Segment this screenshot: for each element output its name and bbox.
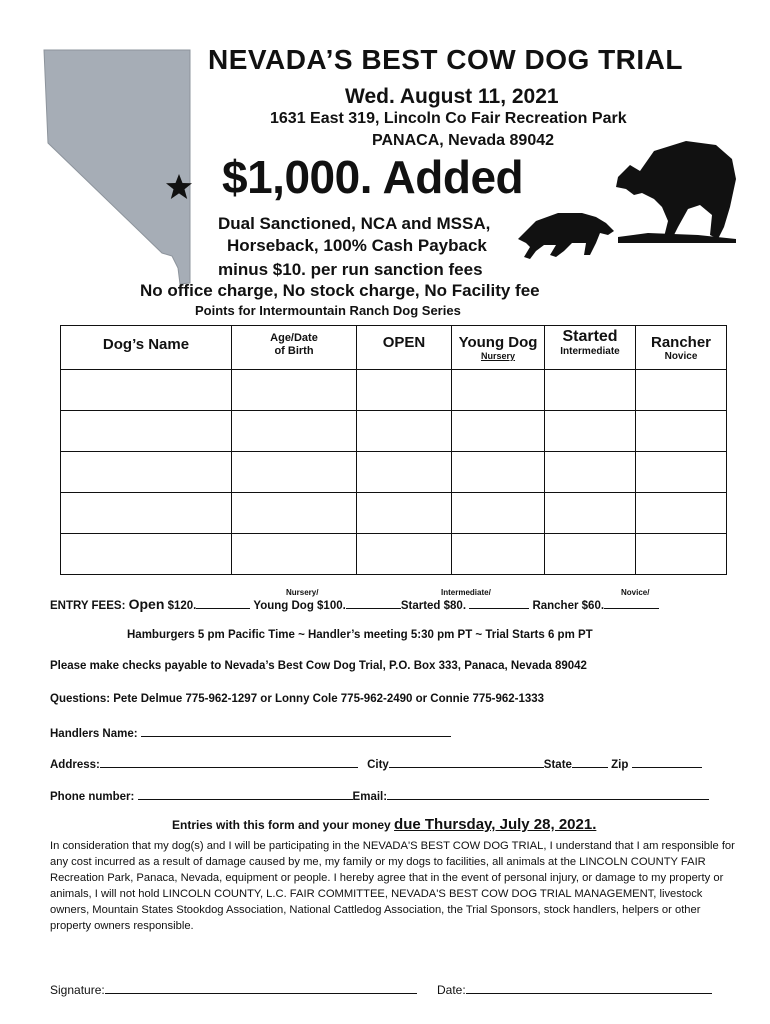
- signature-row: [50, 980, 417, 997]
- sanction-line3: minus $10. per run sanction fees: [218, 260, 483, 279]
- table-row: [61, 452, 727, 493]
- cell-rancher[interactable]: [636, 452, 727, 493]
- cell-age[interactable]: [232, 452, 357, 493]
- col-header-rancher: Rancher Novice: [636, 326, 727, 370]
- fee-nursery-top: Nursery/: [286, 588, 319, 597]
- liability-waiver-text: In consideration that my dog(s) and I will be participating in the NEVADA'S BEST COW DOG TRIAL, I understand that I am responsible for any cost incurred as a result of damage caused by me, my family or my dogs to facilities, all animals at the LINCOLN COUNTY FAIR Recreation Park, Panaca, Nevada, equipment or people. I hereby agree that in the event of personal injury, or damage to my property or animals, I will not hold LINCOLN COUNTY, L.C. FAIR COMMITTEE, NEVADA'S BEST COW DOG TRIAL MANAGEMENT, livestock owners, Mountain States Stookdog Association, National Cattledog Association, the Trial Sponsors, stock handlers, helpers or other property owners responsible.: [50, 840, 735, 932]
- cell-open[interactable]: [357, 534, 452, 575]
- event-date: Wed. August 11, 2021: [345, 85, 559, 108]
- phone-label: Phone number:: [50, 791, 135, 803]
- star-icon: [164, 172, 194, 202]
- fee-young-blank[interactable]: [346, 608, 401, 609]
- cell-rancher[interactable]: [636, 370, 727, 411]
- city-label: City: [367, 759, 389, 771]
- address-label: Address:: [50, 759, 100, 771]
- cell-dog-name[interactable]: [61, 534, 232, 575]
- nevada-map-icon: [40, 48, 200, 288]
- fee-novice-top: Novice/: [621, 588, 650, 597]
- email-label: Email:: [352, 791, 388, 803]
- address-field[interactable]: [100, 756, 358, 768]
- zip-label: Zip: [611, 759, 629, 771]
- questions-contact-info: Questions: Pete Delmue 775-962-1297 or Lonny Cole 775-962-2490 or Connie 775-962-1333: [50, 693, 545, 705]
- cow-icon: [608, 135, 738, 250]
- cell-young-dog[interactable]: [452, 493, 545, 534]
- fee-open-blank[interactable]: [196, 608, 250, 609]
- state-field[interactable]: [572, 756, 608, 768]
- prize-amount: $1,000. Added: [222, 151, 524, 203]
- col-header-open: OPEN: [357, 326, 452, 370]
- table-row: [61, 411, 727, 452]
- cell-started[interactable]: [545, 534, 636, 575]
- cell-young-dog[interactable]: [452, 411, 545, 452]
- fee-open-price: $120.: [167, 600, 197, 612]
- phone-field[interactable]: [138, 788, 353, 800]
- handler-name-field[interactable]: [141, 725, 451, 737]
- cell-rancher[interactable]: [636, 411, 727, 452]
- fee-started-blank[interactable]: [469, 608, 529, 609]
- cell-age[interactable]: [232, 411, 357, 452]
- cell-young-dog[interactable]: [452, 452, 545, 493]
- signature-field[interactable]: [105, 980, 417, 994]
- col-header-dog-name: Dog’s Name: [61, 326, 232, 370]
- cell-age[interactable]: [232, 493, 357, 534]
- cell-started[interactable]: [545, 370, 636, 411]
- checks-payable-info: Please make checks payable to Nevada’s Best Cow Dog Trial, P.O. Box 333, Panaca, Nevada 89042: [50, 660, 587, 672]
- date-label: Date:: [437, 983, 466, 997]
- col-header-started: Started Intermediate: [545, 326, 636, 370]
- event-address-line2: PANACA, Nevada 89042: [372, 132, 555, 149]
- no-fees-notice: No office charge, No stock charge, No Facility fee: [140, 281, 540, 300]
- dog-registration-table: [60, 325, 727, 575]
- entry-fees-label: ENTRY FEES:: [50, 600, 126, 612]
- cell-age[interactable]: [232, 370, 357, 411]
- table-row: [61, 370, 727, 411]
- dog-icon: [516, 205, 616, 260]
- email-field[interactable]: [387, 788, 709, 800]
- sanction-line2: Horseback, 100% Cash Payback: [227, 236, 487, 255]
- zip-field[interactable]: [632, 756, 702, 768]
- entry-fees-row: [50, 596, 659, 612]
- table-row: [61, 493, 727, 534]
- event-address-line1: 1631 East 319, Lincoln Co Fair Recreation Park: [270, 110, 627, 127]
- table-row: [61, 534, 727, 575]
- cell-age[interactable]: [232, 534, 357, 575]
- points-series-notice: Points for Intermountain Ranch Dog Series: [195, 303, 461, 318]
- cell-open[interactable]: [357, 493, 452, 534]
- cell-young-dog[interactable]: [452, 534, 545, 575]
- deadline-date: due Thursday, July 28, 2021.: [394, 816, 597, 833]
- cell-open[interactable]: [357, 452, 452, 493]
- cell-rancher[interactable]: [636, 534, 727, 575]
- city-field[interactable]: [389, 756, 544, 768]
- date-row: [437, 980, 712, 997]
- fee-young-price: Young Dog $100.: [253, 600, 346, 612]
- address-row: [50, 756, 702, 771]
- fee-rancher-price: Rancher $60.: [532, 600, 605, 612]
- cell-started[interactable]: [545, 452, 636, 493]
- cell-dog-name[interactable]: [61, 370, 232, 411]
- cell-dog-name[interactable]: [61, 411, 232, 452]
- sanction-line1: Dual Sanctioned, NCA and MSSA,: [218, 214, 491, 233]
- deadline-notice: [172, 816, 596, 833]
- fee-rancher-blank[interactable]: [604, 608, 659, 609]
- phone-email-row: [50, 788, 709, 803]
- cell-started[interactable]: [545, 493, 636, 534]
- cell-dog-name[interactable]: [61, 493, 232, 534]
- event-title: NEVADA’S BEST COW DOG TRIAL: [208, 44, 683, 75]
- state-label: State: [543, 759, 572, 771]
- deadline-prefix: Entries with this form and your money: [172, 818, 391, 832]
- col-header-age: Age/Date of Birth: [232, 326, 357, 370]
- cell-rancher[interactable]: [636, 493, 727, 534]
- cell-open[interactable]: [357, 370, 452, 411]
- date-field[interactable]: [466, 980, 712, 994]
- cell-started[interactable]: [545, 411, 636, 452]
- schedule-info: Hamburgers 5 pm Pacific Time ~ Handler’s meeting 5:30 pm PT ~ Trial Starts 6 pm PT: [127, 629, 593, 641]
- signature-label: Signature:: [50, 983, 105, 997]
- cell-young-dog[interactable]: [452, 370, 545, 411]
- cell-open[interactable]: [357, 411, 452, 452]
- col-header-young-dog: Young Dog Nursery: [452, 326, 545, 370]
- fee-intermediate-top: Intermediate/: [441, 588, 491, 597]
- handler-name-label: Handlers Name:: [50, 728, 138, 740]
- handler-name-row: [50, 725, 451, 740]
- cell-dog-name[interactable]: [61, 452, 232, 493]
- fee-open-label: Open: [128, 596, 165, 612]
- fee-started-price: Started $80.: [400, 600, 467, 612]
